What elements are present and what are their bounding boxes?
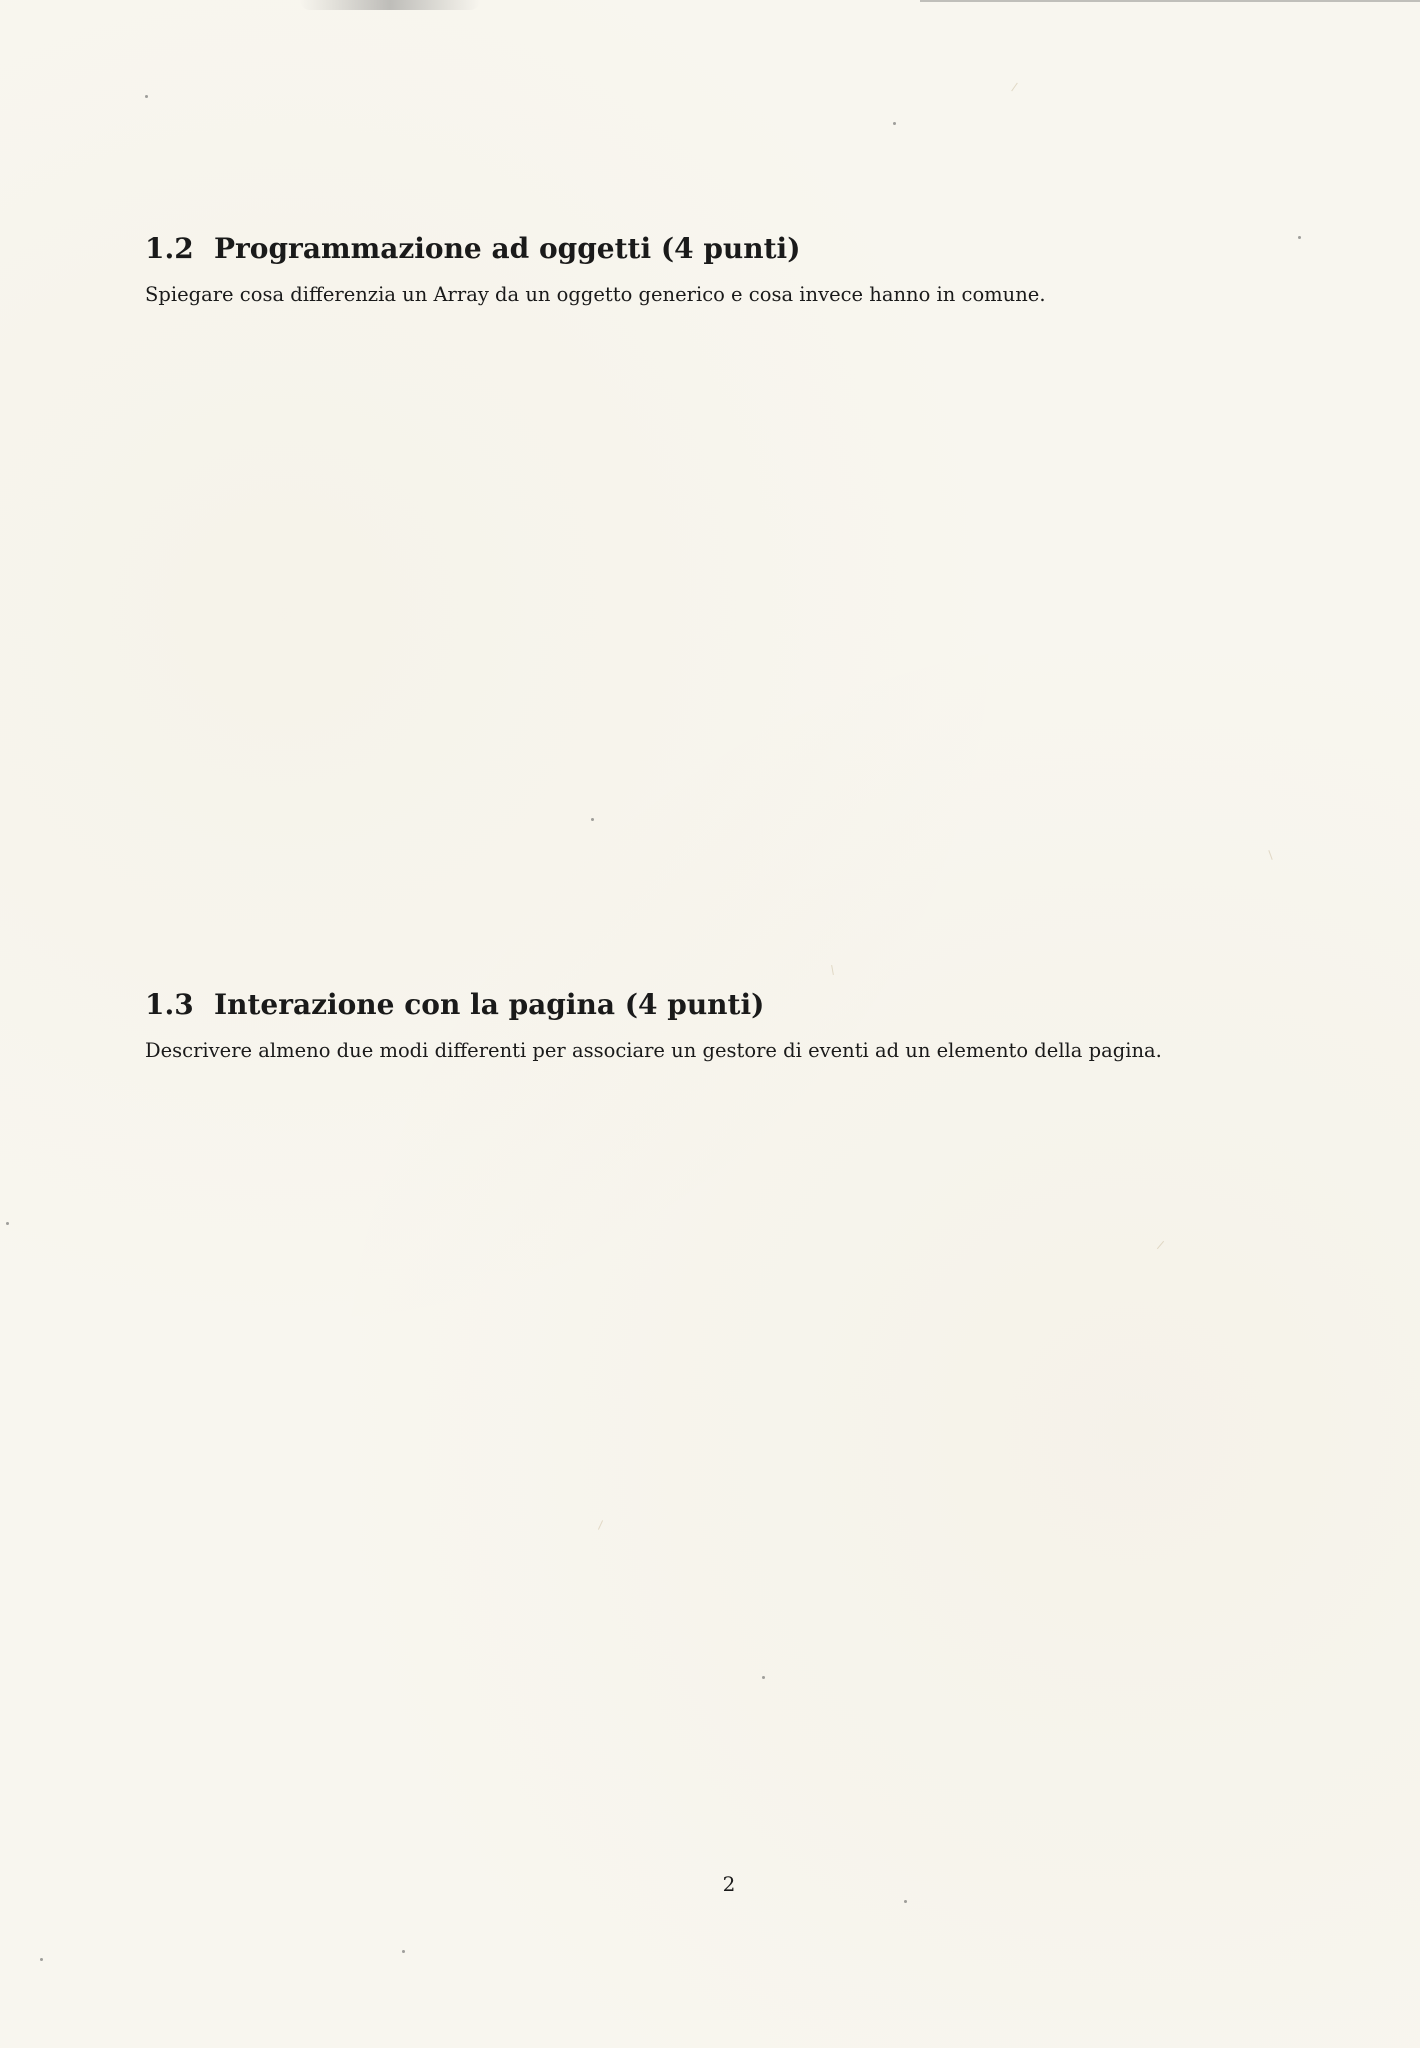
- paper-fiber: [831, 965, 834, 975]
- paper-fiber: [1268, 850, 1272, 860]
- paper-speck: [6, 1222, 9, 1225]
- paper-speck: [893, 122, 896, 125]
- scan-edge-line: [920, 0, 1420, 2]
- section-title: Programmazione ad oggetti (4 punti): [214, 232, 801, 265]
- paper-speck: [591, 818, 594, 821]
- section-number: 1.2: [145, 232, 194, 265]
- section-heading: [145, 232, 1046, 266]
- page-number: 2: [722, 1872, 736, 1896]
- paper-speck: [145, 95, 148, 98]
- question-prompt: Descrivere almeno due modi differenti per associare un gestore di eventi ad un elemento della pagina.: [145, 1038, 1162, 1062]
- paper-speck: [904, 1900, 907, 1903]
- paper-speck: [402, 1950, 405, 1953]
- paper-fiber: [1157, 1241, 1164, 1249]
- section-1-2: [145, 232, 1046, 307]
- scan-smudge: [300, 0, 480, 10]
- paper-speck: [40, 1958, 43, 1961]
- section-heading: [145, 988, 1162, 1022]
- paper-fiber: [598, 1520, 603, 1529]
- section-1-3: [145, 988, 1162, 1063]
- section-title: Interazione con la pagina (4 punti): [214, 988, 765, 1021]
- paper-fiber: [1011, 83, 1018, 92]
- paper-speck: [1298, 236, 1301, 239]
- question-prompt: Spiegare cosa differenzia un Array da un oggetto generico e cosa invece hanno in comune.: [145, 282, 1046, 306]
- paper-speck: [762, 1676, 765, 1679]
- section-number: 1.3: [145, 988, 194, 1021]
